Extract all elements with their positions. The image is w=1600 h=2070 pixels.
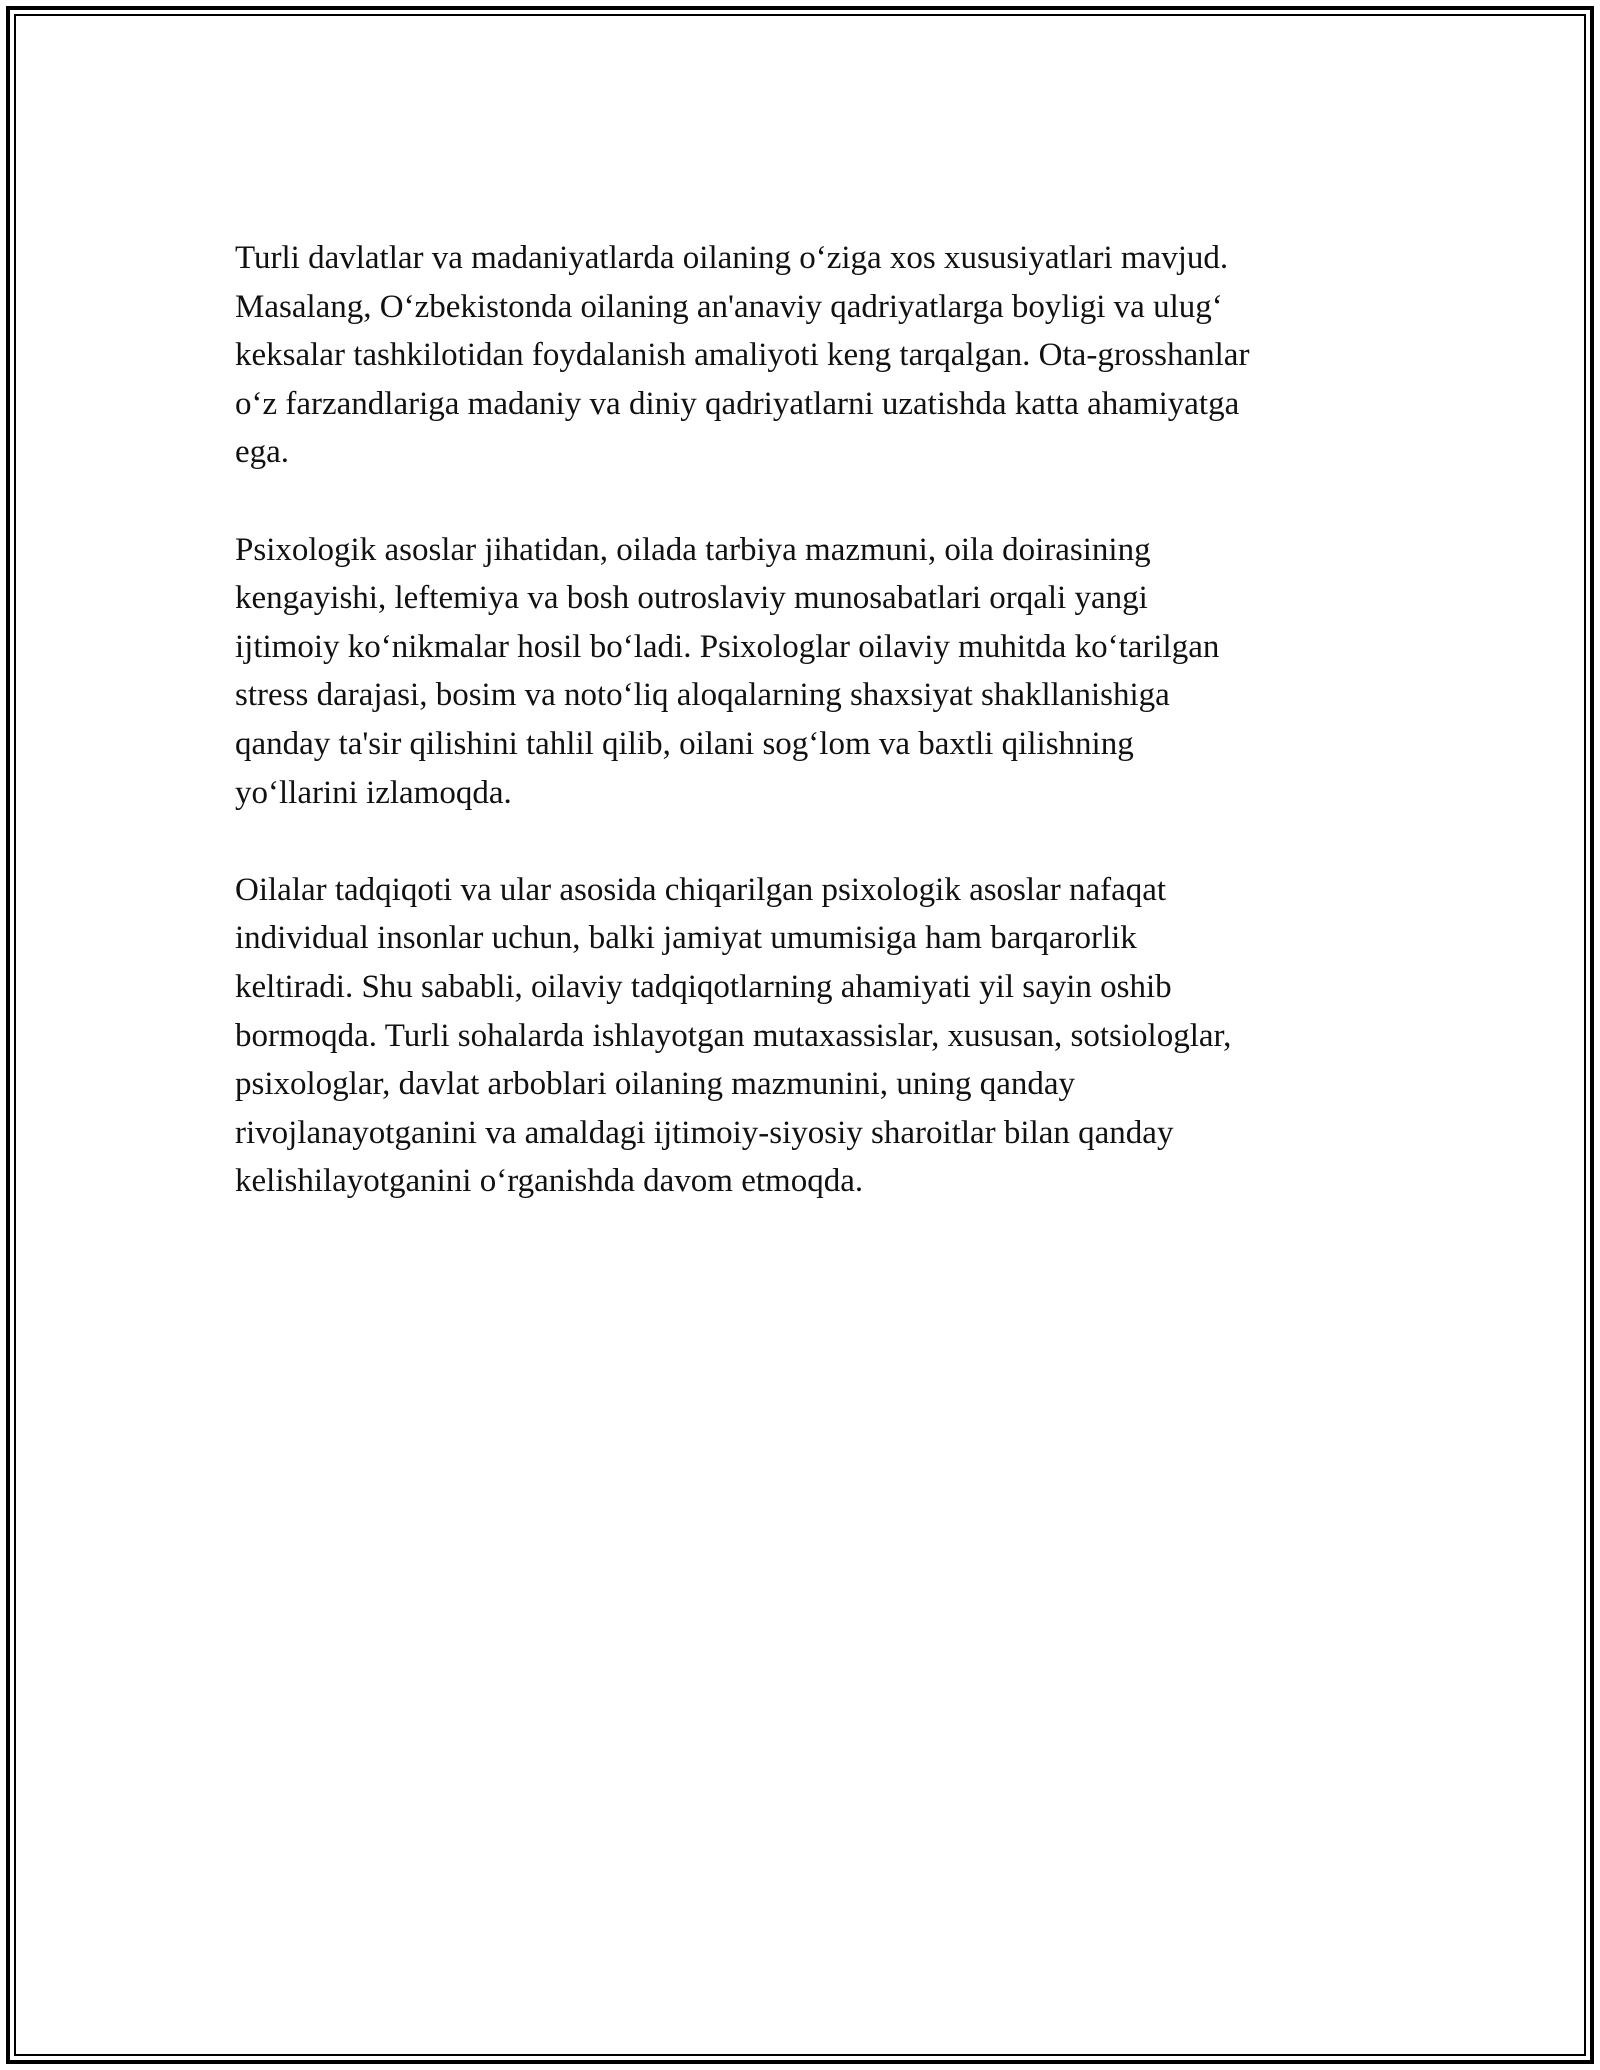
paragraph-line: stress darajasi, bosim va noto‘liq aloqalarning shaxsiyat shakllanishiga: [235, 677, 1170, 714]
paragraph-line: bormoqda. Turli sohalarda ishlayotgan mutaxassislar, xususan, sotsiologlar,: [235, 1017, 1232, 1054]
paragraph-line: kelishilayotganini o‘rganishda davom etmoqda.: [235, 1163, 864, 1200]
paragraph-line: kengayishi, leftemiya va bosh outroslaviy munosabatlari orqali yangi: [235, 580, 1148, 617]
paragraph-line: keksalar tashkilotidan foydalanish amaliyoti keng tarqalgan. Ota-grosshanlar: [235, 337, 1250, 374]
paragraph-line: o‘z farzandlariga madaniy va diniy qadriyatlarni uzatishda katta ahamiyatga: [235, 385, 1240, 422]
paragraph-2: [235, 526, 1365, 818]
paragraph-line: individual insonlar uchun, balki jamiyat umumisiga ham barqarorlik: [235, 920, 1137, 957]
paragraph-line: psixologlar, davlat arboblari oilaning mazmunini, uning qanday: [235, 1066, 1075, 1103]
paragraph-line: ega.: [235, 434, 290, 471]
paragraph-line: keltiradi. Shu sababli, oilaviy tadqiqotlarning ahamiyati yil sayin oshib: [235, 968, 1172, 1005]
paragraph-1: [235, 234, 1365, 477]
paragraph-line: yo‘llarini izlamoqda.: [235, 774, 512, 811]
paragraph-3: [235, 866, 1365, 1206]
paragraph-line: Psixologik asoslar jihatidan, oilada tarbiya mazmuni, oila doirasining: [235, 531, 1151, 568]
paragraph-line: qanday ta'sir qilishini tahlil qilib, oilani sog‘lom va baxtli qilishning: [235, 725, 1134, 762]
paragraph-line: Turli davlatlar va madaniyatlarda oilaning o‘ziga xos xususiyatlari mavjud.: [235, 240, 1229, 276]
paragraph-line: Masalang, O‘zbekistonda oilaning an'anaviy qadriyatlarga boyligi va ulug‘: [235, 288, 1223, 325]
paragraph-line: rivojlanayotganini va amaldagi ijtimoiy-siyosiy sharoitlar bilan qanday: [235, 1114, 1174, 1151]
paragraph-line: Oilalar tadqiqoti va ular asosida chiqarilgan psixologik asoslar nafaqat: [235, 871, 1167, 908]
paragraph-line: ijtimoiy ko‘nikmalar hosil bo‘ladi. Psixologlar oilaviy muhitda ko‘tarilgan: [235, 628, 1220, 665]
document-body: [235, 234, 1365, 1254]
